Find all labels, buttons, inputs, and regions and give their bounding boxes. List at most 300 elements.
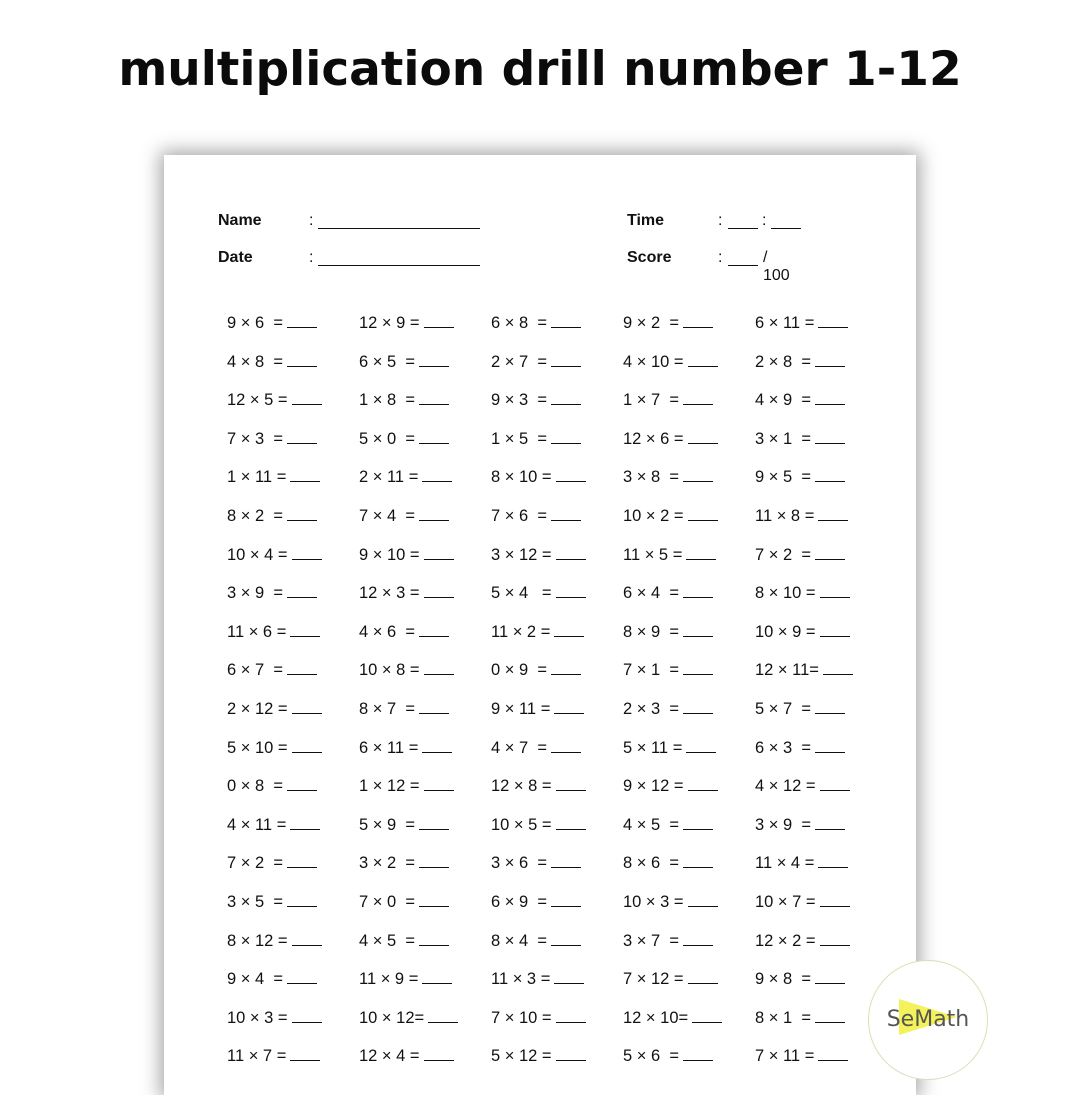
problem-text: 12 × 8 = [491,777,552,796]
date-colon: : [309,249,314,266]
answer-blank[interactable] [287,429,317,444]
answer-blank[interactable] [820,776,850,791]
problem-text: 6 × 7 = [227,661,283,680]
answer-blank[interactable] [818,1046,848,1061]
problem-row [227,738,359,777]
problem-text: 2 × 11 = [359,468,419,487]
problem-text: 4 × 5 = [623,815,679,834]
answer-blank[interactable] [290,815,320,830]
problem-text: 0 × 9 = [491,661,547,680]
answer-blank[interactable] [292,738,322,753]
answer-blank[interactable] [551,429,581,444]
problem-row [227,622,359,661]
problem-row [359,738,491,777]
answer-blank[interactable] [815,699,845,714]
answer-blank[interactable] [815,1008,845,1023]
problem-row [491,622,623,661]
problem-row [359,429,491,468]
problem-row [623,429,755,468]
problem-text: 10 × 3 = [227,1008,288,1027]
problem-row [623,622,755,661]
answer-blank[interactable] [686,545,716,560]
problem-row [359,583,491,622]
problem-row [359,622,491,661]
problem-text: 6 × 5 = [359,352,415,371]
answer-blank[interactable] [290,1046,320,1061]
answer-blank[interactable] [419,931,449,946]
problem-row [491,429,623,468]
problem-text: 10 × 8 = [359,661,420,680]
problem-column [491,313,623,1085]
answer-blank[interactable] [818,506,848,521]
answer-blank[interactable] [554,969,584,984]
problem-text: 5 × 0 = [359,429,415,448]
problem-row [755,738,887,777]
problem-column [623,313,755,1085]
problem-row [491,660,623,699]
answer-blank[interactable] [292,931,322,946]
answer-blank[interactable] [815,738,845,753]
answer-blank[interactable] [556,815,586,830]
problem-text: 5 × 7 = [755,699,811,718]
problem-row [755,1046,887,1085]
problem-row [491,853,623,892]
answer-blank[interactable] [428,1008,458,1023]
answer-blank[interactable] [556,545,586,560]
problem-text: 10 × 5 = [491,815,552,834]
answer-blank[interactable] [551,660,581,675]
problem-text: 9 × 6 = [227,314,283,332]
problem-row [227,1046,359,1085]
problem-text: 5 × 11 = [623,738,683,757]
problem-row [491,583,623,622]
problem-row [755,429,887,468]
answer-blank[interactable] [419,815,449,830]
problem-row [755,892,887,931]
problem-text: 12 × 5 = [227,391,288,410]
problem-text: 3 × 9 = [227,584,283,603]
problem-text: 12 × 10= [623,1008,689,1027]
problem-column [359,313,491,1085]
answer-blank[interactable] [815,352,845,367]
logo [868,960,988,1080]
problem-text: 11 × 2 = [491,622,551,641]
problem-row [755,506,887,545]
problem-text: 3 × 9 = [755,815,811,834]
problem-row [359,352,491,391]
problem-text: 2 × 3 = [623,699,679,718]
problem-text: 1 × 8 = [359,391,415,410]
score-line[interactable] [728,251,758,266]
problem-row [623,583,755,622]
answer-blank[interactable] [554,699,584,714]
problem-row [227,506,359,545]
answer-blank[interactable] [290,467,320,482]
problem-row [755,390,887,429]
problem-text: 7 × 4 = [359,506,415,525]
answer-blank[interactable] [292,390,322,405]
problem-row [227,467,359,506]
name-colon: : [309,212,314,229]
answer-blank[interactable] [683,1046,713,1061]
problem-text: 5 × 6 = [623,1047,679,1066]
problem-row [227,545,359,584]
answer-blank[interactable] [818,853,848,868]
answer-blank[interactable] [424,583,454,598]
answer-blank[interactable] [683,699,713,714]
problem-row [227,390,359,429]
problem-row [623,892,755,931]
problem-row [755,853,887,892]
problem-text: 1 × 11 = [227,468,287,487]
problem-row [227,892,359,931]
problem-row [359,660,491,699]
answer-blank[interactable] [823,660,853,675]
problem-text: 7 × 12 = [623,970,684,989]
problem-text: 7 × 10 = [491,1008,552,1027]
problem-text: 8 × 10 = [755,584,816,603]
answer-blank[interactable] [683,390,713,405]
answer-blank[interactable] [287,583,317,598]
problem-row [227,1008,359,1047]
problem-row [227,583,359,622]
answer-blank[interactable] [424,1046,454,1061]
answer-blank[interactable] [419,390,449,405]
answer-blank[interactable] [683,853,713,868]
answer-blank[interactable] [556,1046,586,1061]
problem-text: 12 × 4 = [359,1047,420,1066]
problem-row [491,313,623,352]
problem-column [755,313,887,1085]
answer-blank[interactable] [424,660,454,675]
problem-text: 10 × 4 = [227,545,288,564]
problem-text: 10 × 7 = [755,892,816,911]
problem-row [623,313,755,352]
problem-text: 0 × 8 = [227,777,283,796]
problem-row [491,545,623,584]
problem-text: 9 × 10 = [359,545,420,564]
problem-row [491,699,623,738]
answer-blank[interactable] [551,738,581,753]
problem-row [359,1046,491,1085]
answer-blank[interactable] [424,313,454,328]
problem-text: 12 × 9 = [359,314,420,332]
problem-row [623,390,755,429]
problem-row [491,506,623,545]
problem-row [755,969,887,1008]
problem-row [359,545,491,584]
problem-text: 4 × 11 = [227,815,287,834]
problem-row [227,969,359,1008]
problem-row [359,931,491,970]
answer-blank[interactable] [287,892,317,907]
answer-blank[interactable] [554,622,584,637]
answer-blank[interactable] [688,506,718,521]
problem-row [359,969,491,1008]
answer-blank[interactable] [422,467,452,482]
problem-row [227,931,359,970]
problem-text: 11 × 4 = [755,854,815,873]
answer-blank[interactable] [551,313,581,328]
problem-row [227,776,359,815]
problem-text: 2 × 8 = [755,352,811,371]
problem-text: 7 × 3 = [227,429,283,448]
problem-text: 7 × 6 = [491,506,547,525]
problem-row [227,429,359,468]
answer-blank[interactable] [820,931,850,946]
answer-blank[interactable] [688,429,718,444]
problem-row [623,352,755,391]
problem-row [491,969,623,1008]
problem-text: 8 × 10 = [491,468,552,487]
problem-row [755,776,887,815]
answer-blank[interactable] [292,1008,322,1023]
problem-row [491,390,623,429]
answer-blank[interactable] [424,545,454,560]
problem-text: 11 × 5 = [623,545,683,564]
problem-text: 10 × 12= [359,1008,425,1027]
problem-row [755,467,887,506]
problem-text: 5 × 9 = [359,815,415,834]
problem-text: 11 × 8 = [755,506,815,525]
answer-blank[interactable] [292,545,322,560]
answer-blank[interactable] [424,776,454,791]
answer-blank[interactable] [287,506,317,521]
time-hours-line[interactable] [728,214,758,229]
problem-row [359,815,491,854]
answer-blank[interactable] [419,506,449,521]
answer-blank[interactable] [287,853,317,868]
problem-row [227,352,359,391]
problem-text: 6 × 4 = [623,584,679,603]
problem-text: 3 × 6 = [491,854,547,873]
problem-text: 1 × 5 = [491,429,547,448]
problem-text: 3 × 8 = [623,468,679,487]
answer-blank[interactable] [551,506,581,521]
problem-row [359,853,491,892]
problem-text: 6 × 9 = [491,892,547,911]
problem-row [623,467,755,506]
answer-blank[interactable] [419,853,449,868]
time-minutes-line[interactable] [771,214,801,229]
answer-blank[interactable] [818,313,848,328]
answer-blank[interactable] [422,969,452,984]
time-label: Time [627,212,665,229]
problem-text: 4 × 7 = [491,738,547,757]
answer-blank[interactable] [820,622,850,637]
problem-text: 9 × 2 = [623,314,679,332]
problem-text: 10 × 3 = [623,892,684,911]
problem-text: 6 × 11 = [359,738,419,757]
answer-blank[interactable] [815,545,845,560]
problem-row [359,390,491,429]
answer-blank[interactable] [287,969,317,984]
problem-row [623,853,755,892]
answer-blank[interactable] [815,390,845,405]
problem-row [623,699,755,738]
answer-blank[interactable] [287,660,317,675]
answer-blank[interactable] [815,815,845,830]
problem-text: 12 × 11= [755,661,819,680]
problem-row [755,660,887,699]
problem-row [755,699,887,738]
score-colon: : [718,249,723,266]
problem-text: 6 × 11 = [755,314,815,332]
problem-text: 4 × 12 = [755,777,816,796]
problem-text: 8 × 7 = [359,699,415,718]
problem-text: 2 × 7 = [491,352,547,371]
answer-blank[interactable] [292,699,322,714]
answer-blank[interactable] [419,892,449,907]
answer-blank[interactable] [688,776,718,791]
answer-blank[interactable] [551,390,581,405]
problem-row [623,545,755,584]
problem-text: 8 × 6 = [623,854,679,873]
problem-text: 12 × 6 = [623,429,684,448]
answer-blank[interactable] [419,352,449,367]
logo-text: SeMath [886,1007,970,1032]
problem-text: 1 × 12 = [359,777,420,796]
answer-blank[interactable] [820,583,850,598]
problem-row [755,545,887,584]
problem-text: 7 × 2 = [755,545,811,564]
problem-row [755,1008,887,1047]
problem-text: 8 × 9 = [623,622,679,641]
answer-blank[interactable] [815,467,845,482]
answer-blank[interactable] [688,969,718,984]
problem-text: 11 × 9 = [359,970,419,989]
answer-blank[interactable] [551,931,581,946]
problem-row [359,776,491,815]
problem-row [359,892,491,931]
problem-text: 7 × 1 = [623,661,679,680]
problem-text: 5 × 12 = [491,1047,552,1066]
problem-row [623,506,755,545]
problem-row [755,815,887,854]
name-label: Name [218,212,262,229]
problem-text: 7 × 2 = [227,854,283,873]
problem-text: 8 × 12 = [227,931,288,950]
problem-row [623,660,755,699]
answer-blank[interactable] [683,931,713,946]
problem-text: 11 × 6 = [227,622,287,641]
answer-blank[interactable] [686,738,716,753]
problem-text: 9 × 12 = [623,777,684,796]
problem-row [359,313,491,352]
problem-text: 3 × 1 = [755,429,811,448]
answer-blank[interactable] [419,429,449,444]
answer-blank[interactable] [551,853,581,868]
problem-text: 3 × 7 = [623,931,679,950]
answer-blank[interactable] [692,1008,722,1023]
worksheet [164,155,916,1095]
score-label: Score [627,249,672,266]
problem-text: 11 × 7 = [227,1047,287,1066]
name-line[interactable] [318,214,480,229]
problem-text: 9 × 5 = [755,468,811,487]
problem-row [755,931,887,970]
problem-row [359,1008,491,1047]
answer-blank[interactable] [419,699,449,714]
problem-row [491,1046,623,1085]
answer-blank[interactable] [683,622,713,637]
answer-blank[interactable] [688,892,718,907]
problem-text: 6 × 8 = [491,314,547,332]
problem-row [491,815,623,854]
problem-row [491,892,623,931]
answer-blank[interactable] [683,467,713,482]
problem-text: 4 × 10 = [623,352,684,371]
answer-blank[interactable] [820,892,850,907]
problem-row [623,815,755,854]
answer-blank[interactable] [551,352,581,367]
problem-text: 6 × 3 = [755,738,811,757]
problem-text: 9 × 4 = [227,970,283,989]
problem-text: 4 × 8 = [227,352,283,371]
problem-row [491,1008,623,1047]
answer-blank[interactable] [556,467,586,482]
problem-row [623,776,755,815]
date-line[interactable] [318,251,480,266]
answer-blank[interactable] [287,313,317,328]
answer-blank[interactable] [556,1008,586,1023]
time-colon: : [718,212,723,229]
answer-blank[interactable] [290,622,320,637]
answer-blank[interactable] [419,622,449,637]
problem-row [491,931,623,970]
problem-text: 5 × 10 = [227,738,288,757]
problem-row [227,313,359,352]
page-title: multiplication drill number 1-12 [118,42,962,97]
answer-blank[interactable] [815,969,845,984]
problem-text: 8 × 1 = [755,1008,811,1027]
answer-blank[interactable] [683,815,713,830]
answer-blank[interactable] [683,660,713,675]
problem-text: 9 × 11 = [491,699,551,718]
problem-row [227,815,359,854]
answer-blank[interactable] [688,352,718,367]
answer-blank[interactable] [683,313,713,328]
problem-text: 8 × 4 = [491,931,547,950]
problem-row [755,313,887,352]
problem-text: 4 × 9 = [755,391,811,410]
problem-row [623,1008,755,1047]
problem-text: 1 × 7 = [623,391,679,410]
problem-text: 11 × 3 = [491,970,551,989]
problem-text: 7 × 0 = [359,892,415,911]
problem-text: 3 × 12 = [491,545,552,564]
answer-blank[interactable] [287,776,317,791]
answer-blank[interactable] [556,583,586,598]
problem-text: 9 × 3 = [491,391,547,410]
answer-blank[interactable] [683,583,713,598]
answer-blank[interactable] [556,776,586,791]
answer-blank[interactable] [287,352,317,367]
answer-blank[interactable] [422,738,452,753]
answer-blank[interactable] [551,892,581,907]
time-separator: : [762,212,767,229]
answer-blank[interactable] [815,429,845,444]
problem-row [623,969,755,1008]
problem-text: 5 × 4 = [491,584,552,603]
problem-row [359,506,491,545]
problem-row [227,853,359,892]
problem-row [491,776,623,815]
problem-row [491,738,623,777]
problem-text: 3 × 5 = [227,892,283,911]
problem-text: 2 × 12 = [227,699,288,718]
problem-text: 4 × 6 = [359,622,415,641]
